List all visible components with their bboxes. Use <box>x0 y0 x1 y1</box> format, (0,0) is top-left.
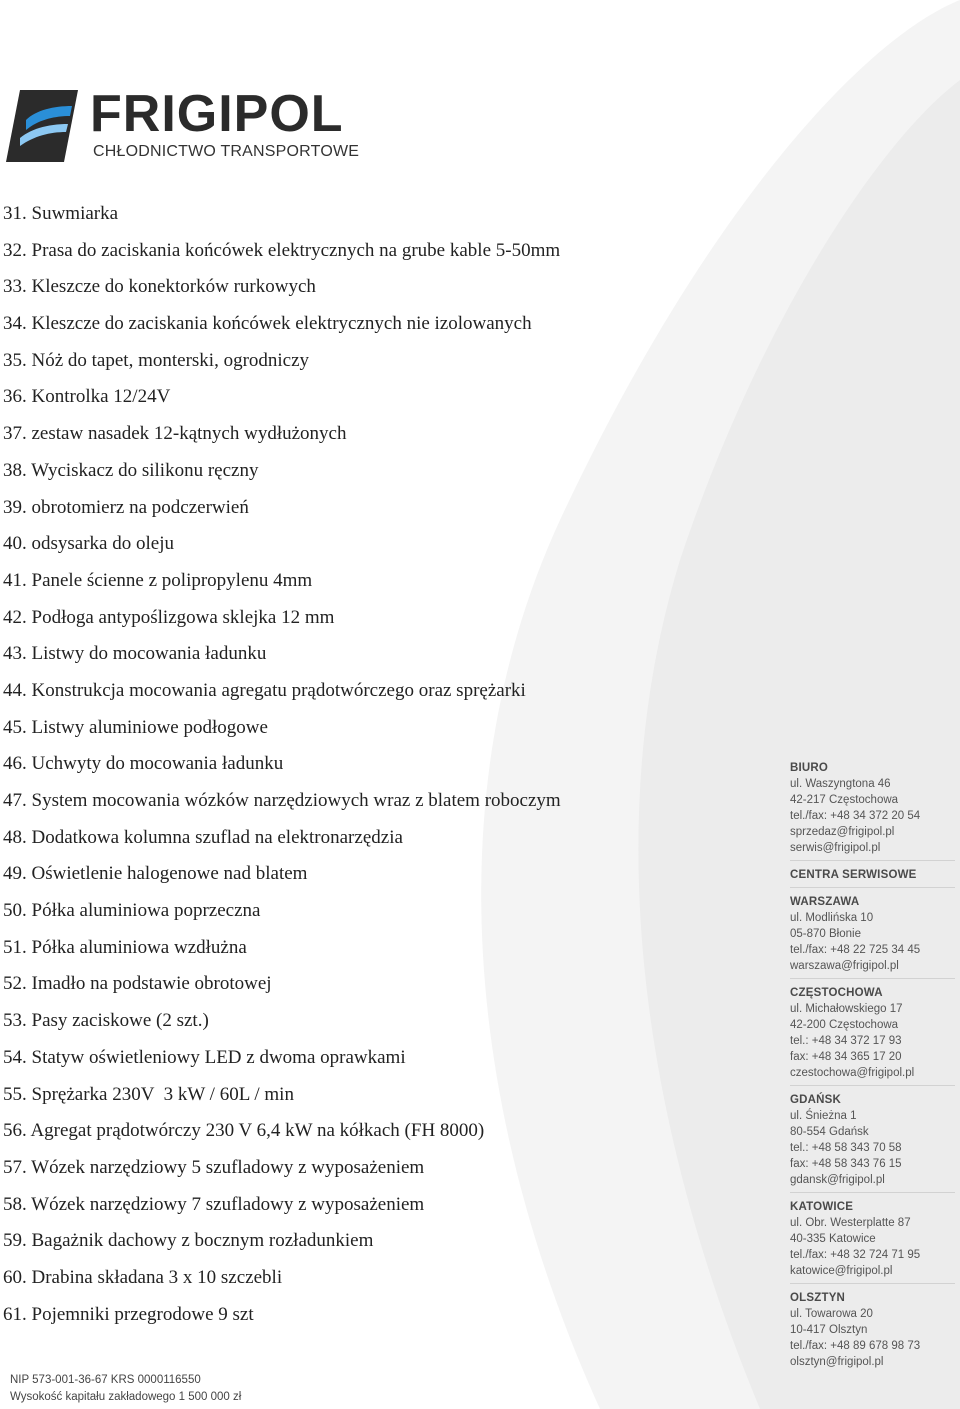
list-item: 40. odsysarka do oleju <box>3 533 174 555</box>
contact-line: tel.: +48 58 343 70 58 <box>790 1142 902 1154</box>
contact-line: 42-217 Częstochowa <box>790 794 899 806</box>
list-item: 53. Pasy zaciskowe (2 szt.) <box>3 1010 209 1032</box>
contact-line: ul. Modlińska 10 <box>790 912 874 924</box>
footer-registration: NIP 573-001-36-67 KRS 0000116550 <box>10 1374 201 1386</box>
divider <box>790 1283 955 1284</box>
list-item: 46. Uchwyty do mocowania ładunku <box>3 753 284 775</box>
contact-line: tel./fax: +48 34 372 20 54 <box>790 810 921 822</box>
company-footer <box>10 1372 241 1406</box>
footer-capital: Wysokość kapitału zakładowego 1 500 000 zł <box>10 1391 242 1403</box>
list-item: 56. Agregat prądotwórczy 230 V 6,4 kW na kółkach (FH 8000) <box>3 1120 485 1142</box>
contact-heading: OLSZTYN <box>790 1292 846 1304</box>
list-item: 54. Statyw oświetleniowy LED z dwoma oprawkami <box>3 1046 406 1068</box>
list-item: 49. Oświetlenie halogenowe nad blatem <box>3 863 308 885</box>
list-item: 51. Półka aluminiowa wzdłużna <box>3 936 247 958</box>
list-item: 57. Wózek narzędziowy 5 szufladowy z wyposażeniem <box>3 1156 425 1178</box>
logo-wordmark: FRIGIPOL <box>90 85 344 143</box>
list-item: 50. Półka aluminiowa poprzeczna <box>3 900 261 922</box>
contact-email: czestochowa@frigipol.pl <box>790 1067 915 1079</box>
service-center-gdansk <box>790 1092 955 1188</box>
list-item: 39. obrotomierz na podczerwień <box>3 496 249 518</box>
contact-line: fax: +48 34 365 17 20 <box>790 1051 902 1063</box>
contact-line: ul. Waszyngtona 46 <box>790 778 891 790</box>
contact-line: 40-335 Katowice <box>790 1233 876 1245</box>
list-item: 42. Podłoga antypoślizgowa sklejka 12 mm <box>3 606 335 628</box>
service-center-olsztyn <box>790 1290 955 1370</box>
divider <box>790 860 955 861</box>
contact-line: 10-417 Olsztyn <box>790 1324 868 1336</box>
divider <box>790 1192 955 1193</box>
list-item: 48. Dodatkowa kolumna szuflad na elektronarzędzia <box>3 826 403 848</box>
divider <box>790 978 955 979</box>
list-item: 35. Nóż do tapet, monterski, ogrodniczy <box>3 349 310 371</box>
service-center-warszawa <box>790 894 955 974</box>
contact-line: fax: +48 58 343 76 15 <box>790 1158 902 1170</box>
contact-email: sprzedaz@frigipol.pl <box>790 826 895 838</box>
contact-email: olsztyn@frigipol.pl <box>790 1356 884 1368</box>
list-item: 41. Panele ścienne z polipropylenu 4mm <box>3 569 313 591</box>
list-item: 52. Imadło na podstawie obrotowej <box>3 973 272 995</box>
list-item: 31. Suwmiarka <box>3 203 119 224</box>
contact-heading: KATOWICE <box>790 1201 854 1213</box>
contact-heading: BIURO <box>790 762 829 774</box>
logo-tagline: CHŁODNICTWO TRANSPORTOWE <box>93 143 360 160</box>
list-item: 59. Bagażnik dachowy z bocznym rozładunkiem <box>3 1230 374 1252</box>
contact-office <box>790 760 955 856</box>
contact-line: tel./fax: +48 22 725 34 45 <box>790 944 921 956</box>
service-center-katowice <box>790 1199 955 1279</box>
contact-line: ul. Michałowskiego 17 <box>790 1003 903 1015</box>
equipment-list <box>3 196 561 1333</box>
list-item: 60. Drabina składana 3 x 10 szczebli <box>3 1266 283 1288</box>
contact-line: 42-200 Częstochowa <box>790 1019 899 1031</box>
divider <box>790 1085 955 1086</box>
list-item: 47. System mocowania wózków narzędziowych wraz z blatem roboczym <box>3 790 561 811</box>
contact-heading: WARSZAWA <box>790 896 860 908</box>
frigipol-logo <box>6 85 386 168</box>
contact-line: tel./fax: +48 89 678 98 73 <box>790 1340 921 1352</box>
list-item: 37. zestaw nasadek 12-kątnych wydłużonych <box>3 423 347 445</box>
list-item: 34. Kleszcze do zaciskania końcówek elektrycznych nie izolowanych <box>3 313 532 335</box>
list-item: 45. Listwy aluminiowe podłogowe <box>3 716 268 738</box>
contact-email: serwis@frigipol.pl <box>790 842 881 854</box>
contact-line: tel./fax: +48 32 724 71 95 <box>790 1249 921 1261</box>
contact-email: katowice@frigipol.pl <box>790 1265 893 1277</box>
contact-line: 05-870 Błonie <box>790 928 861 940</box>
contact-line: ul. Obr. Westerplatte 87 <box>790 1217 911 1229</box>
list-item: 32. Prasa do zaciskania końcówek elektrycznych na grube kable 5-50mm <box>3 239 561 261</box>
contact-line: ul. Towarowa 20 <box>790 1308 873 1320</box>
contact-sidebar <box>790 760 955 1370</box>
logo-mark-icon <box>6 90 78 162</box>
service-center-czestochowa <box>790 985 955 1081</box>
contact-line: ul. Śnieżna 1 <box>790 1110 857 1122</box>
contact-email: gdansk@frigipol.pl <box>790 1174 885 1186</box>
list-item: 58. Wózek narzędziowy 7 szufladowy z wyposażeniem <box>3 1193 425 1215</box>
contact-line: tel.: +48 34 372 17 93 <box>790 1035 902 1047</box>
list-item: 55. Sprężarka 230V 3 kW / 60L / min <box>3 1083 294 1105</box>
contact-heading: CZĘSTOCHOWA <box>790 987 883 999</box>
divider <box>790 887 955 888</box>
contact-line: 80-554 Gdańsk <box>790 1126 869 1138</box>
contact-heading: GDAŃSK <box>790 1094 842 1106</box>
list-item: 43. Listwy do mocowania ładunku <box>3 643 267 665</box>
list-item: 38. Wyciskacz do silikonu ręczny <box>3 459 259 481</box>
list-item: 36. Kontrolka 12/24V <box>3 386 171 408</box>
list-item: 61. Pojemniki przegrodowe 9 szt <box>3 1303 254 1325</box>
list-item: 44. Konstrukcja mocowania agregatu prądotwórczego oraz sprężarki <box>3 679 526 701</box>
contact-email: warszawa@frigipol.pl <box>790 960 899 972</box>
list-item: 33. Kleszcze do konektorków rurkowych <box>3 276 316 298</box>
service-centers-heading: CENTRA SERWISOWE <box>790 869 917 881</box>
